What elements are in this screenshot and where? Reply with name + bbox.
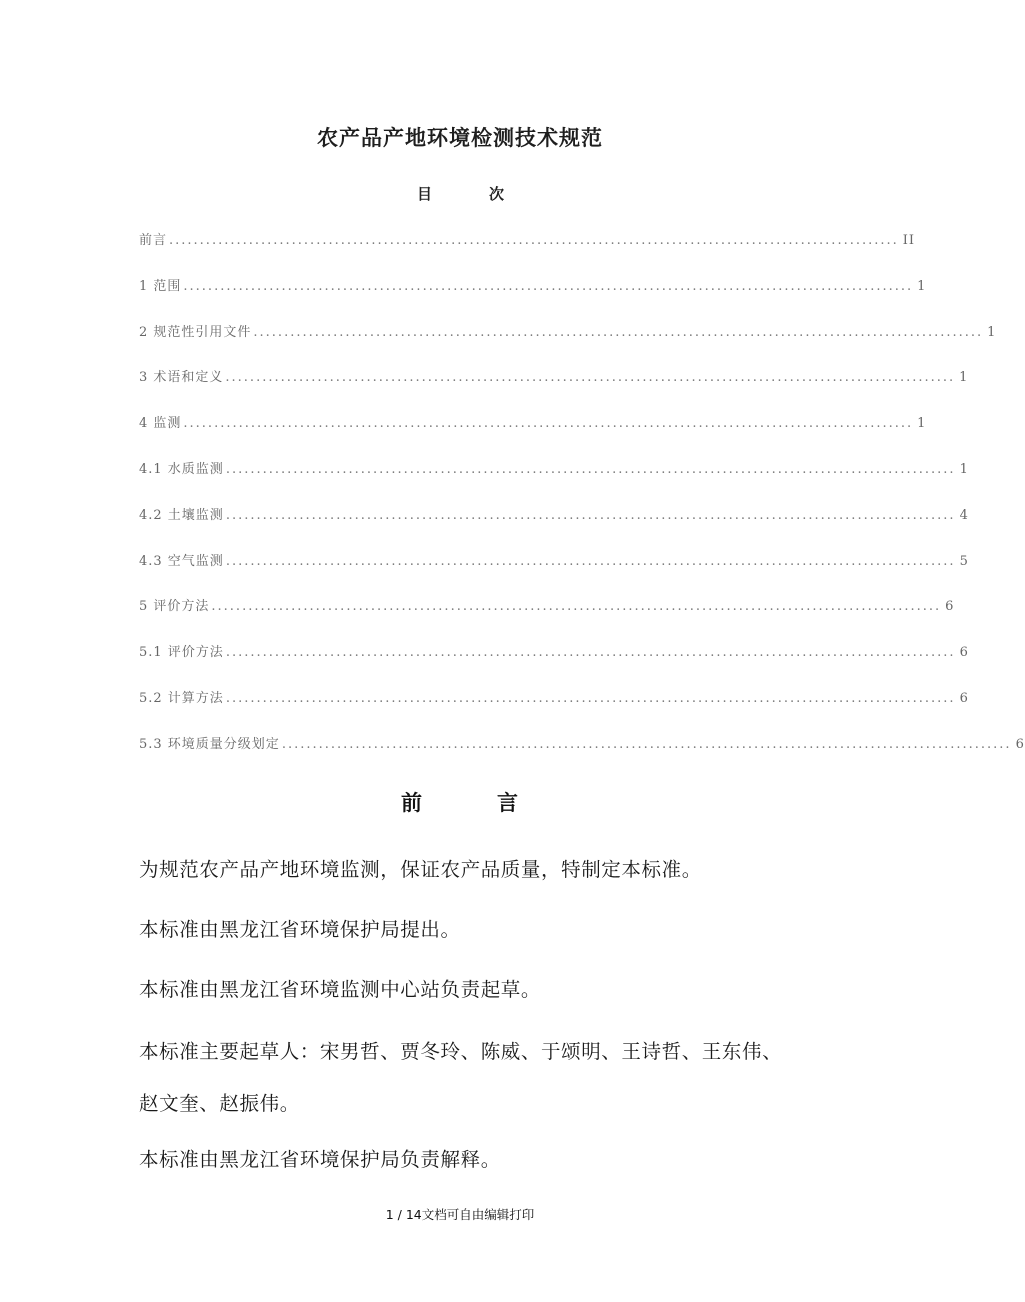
toc-entry-page: 6 [959, 645, 969, 661]
toc-entry-page: 1 [959, 370, 969, 386]
toc-dot-leader: ....................................................................................................................... [225, 507, 956, 523]
toc-entry-page: II [902, 233, 916, 248]
toc-entry-foreword[interactable] [139, 229, 916, 275]
toc-entry-label: 5 评价方法 [139, 599, 210, 615]
toc-entry-page: 6 [1015, 736, 1025, 752]
toc-dot-leader: ....................................................................................................................... [169, 233, 899, 248]
toc-heading [0, 183, 920, 205]
page-footer: 1 / 14文档可自由编辑打印 [385, 1207, 535, 1222]
toc-entry-label: 5.3 环境质量分级划定 [139, 736, 280, 752]
toc-heading-right: 次 [489, 185, 505, 203]
toc-entry-quality-grading[interactable] [139, 733, 1025, 779]
toc-entry-page: 6 [945, 599, 955, 615]
toc-entry-scope[interactable] [139, 275, 927, 321]
toc-entry-evaluation-methods[interactable] [139, 595, 955, 641]
toc-dot-leader: ....................................................................................................................... [225, 461, 956, 477]
toc-entry-terms-definitions[interactable] [139, 366, 969, 412]
toc-entry-label: 3 术语和定义 [139, 370, 224, 386]
toc-entry-page: 1 [987, 324, 997, 340]
foreword-heading [0, 787, 920, 817]
toc-dot-leader: ....................................................................................................................... [253, 324, 984, 340]
foreword-paragraph: 本标准由黑龙江省环境保护局负责解释。 [139, 1148, 501, 1171]
toc-entry-page: 4 [959, 507, 969, 523]
toc-entry-evaluation-method[interactable] [139, 641, 969, 687]
toc-entry-label: 前言 [139, 233, 168, 248]
toc-entry-normative-references[interactable] [139, 321, 997, 367]
toc-entry-page: 6 [959, 690, 969, 706]
toc-entry-label: 4.2 土壤监测 [139, 507, 224, 523]
document-title: 农产品产地环境检测技术规范 [317, 126, 603, 150]
toc-entry-label: 5.1 评价方法 [139, 645, 224, 661]
toc-entry-label: 4 监测 [139, 416, 182, 432]
toc-entry-water-monitoring[interactable] [139, 458, 969, 504]
toc-heading-left: 目 [417, 185, 433, 203]
toc-entry-soil-monitoring[interactable] [139, 504, 969, 550]
toc-entry-page: 1 [959, 461, 969, 477]
toc-entry-label: 2 规范性引用文件 [139, 324, 252, 340]
foreword-paragraph: 本标准由黑龙江省环境监测中心站负责起草。 [139, 978, 542, 1001]
toc-dot-leader: ....................................................................................................................... [211, 599, 942, 615]
foreword-heading-right: 言 [497, 790, 518, 815]
toc-dot-leader: ....................................................................................................................... [225, 553, 956, 569]
toc-entry-calculation-method[interactable] [139, 687, 969, 733]
foreword-heading-left: 前 [401, 790, 422, 815]
toc-entry-label: 5.2 计算方法 [139, 690, 224, 706]
toc-entry-page: 1 [917, 278, 927, 294]
table-of-contents [139, 229, 1025, 779]
foreword-paragraph: 为规范农产品产地环境监测，保证农产品质量，特制定本标准。 [139, 858, 702, 881]
toc-entry-label: 4.1 水质监测 [139, 461, 224, 477]
toc-dot-leader: ....................................................................................................................... [225, 370, 956, 386]
toc-dot-leader: ....................................................................................................................... [225, 645, 956, 661]
toc-dot-leader: ....................................................................................................................... [183, 278, 914, 294]
toc-entry-label: 4.3 空气监测 [139, 553, 224, 569]
toc-entry-air-monitoring[interactable] [139, 550, 969, 596]
toc-entry-monitoring[interactable] [139, 412, 927, 458]
foreword-paragraph: 本标准由黑龙江省环境保护局提出。 [139, 918, 461, 941]
toc-dot-leader: ....................................................................................................................... [225, 690, 956, 706]
toc-entry-page: 5 [959, 553, 969, 569]
toc-dot-leader: ....................................................................................................................... [281, 736, 1012, 752]
toc-entry-label: 1 范围 [139, 278, 182, 294]
toc-entry-page: 1 [917, 416, 927, 432]
foreword-paragraph: 本标准主要起草人：宋男哲、贾冬玲、陈威、于颂明、王诗哲、王东伟、赵文奎、赵振伟。 [139, 1040, 783, 1115]
toc-dot-leader: ....................................................................................................................... [183, 416, 914, 432]
